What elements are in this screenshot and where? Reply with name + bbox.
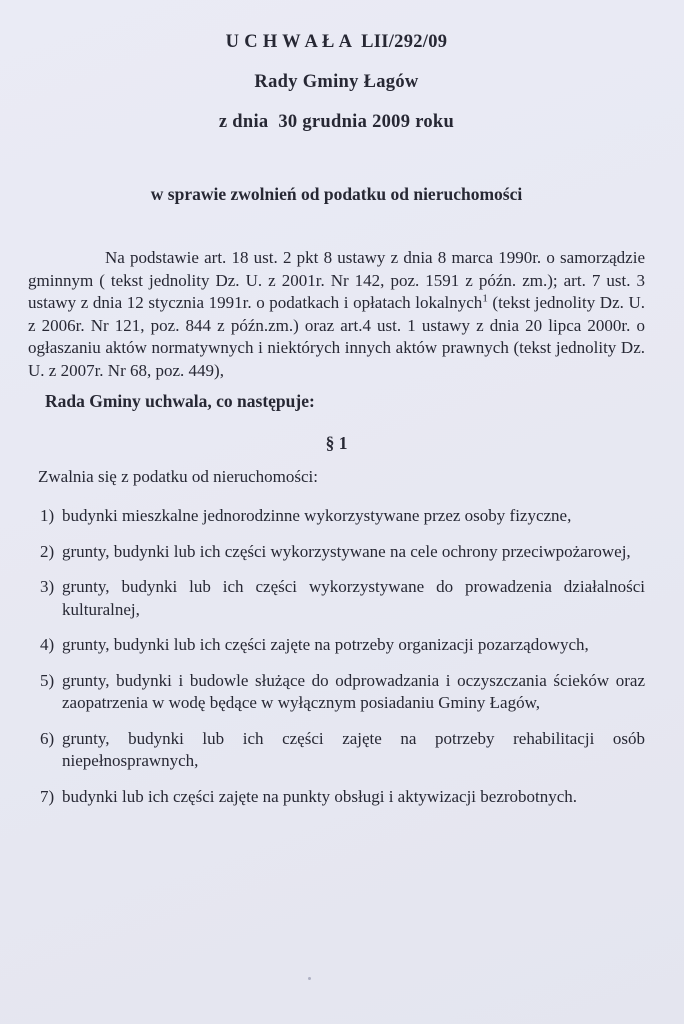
legal-basis-text-2: (tekst jednolity Dz. U. z 2006r. Nr 121, poz. 844 z późn.zm.) oraz art.4 ust. 1 ustawy z dnia 20 lipca 2000r. o ogłaszaniu aktów normatywnych i niektórych innych aktów prawnych (tekst jednolity Dz. U. z 2007r. Nr 68, poz. 449), [28,293,645,380]
item-number: 3) [40,577,55,596]
exemption-list [28,505,645,808]
section-1-heading: § 1 [325,433,348,453]
item-text: grunty, budynki lub ich części zajęte na potrzeby organizacji pozarządowych, [62,635,589,654]
scan-speck [308,977,311,980]
item-number: 5) [40,670,55,690]
item-text: grunty, budynki lub ich części wykorzystywane do prowadzenia działalności kulturalnej, [62,577,645,619]
item-number: 2) [40,541,55,561]
item-text: budynki lub ich części zajęte na punkty obsługi i aktywizacji bezrobotnych. [62,786,578,806]
item-text: grunty, budynki i budowle służące do odprowadzania i oczyszczania ścieków oraz zaopatrzenia w wodę będące w wyłącznym posiadaniu Gminy Łagów, [62,670,645,712]
council-name: Rady Gminy Łagów [254,72,419,92]
list-item [28,505,645,528]
item-number: 4) [40,635,55,654]
item-text: grunty, budynki lub ich części zajęte na potrzeby rehabilitacji osób niepełnosprawnych, [62,728,645,770]
footnote-marker: 1 [482,292,488,305]
exemption-intro: Zwalnia się z podatku od nieruchomości: [38,467,318,486]
list-item [28,670,645,715]
list-item [28,576,645,621]
list-item [28,541,645,564]
resolution-subject: w sprawie zwolnień od podatku od nieruchomości [150,184,523,204]
item-text: grunty, budynki lub ich części wykorzystywane na cele ochrony przeciwpożarowej, [62,541,631,561]
list-item [28,786,645,809]
resolution-date: z dnia 30 grudnia 2009 roku [218,112,455,132]
legal-basis-paragraph [28,247,645,382]
list-item [28,728,645,773]
item-number: 1) [40,506,55,525]
enacting-clause: Rada Gminy uchwala, co następuje: [45,391,315,411]
item-text: budynki mieszkalne jednorodzinne wykorzystywane przez osoby fizyczne, [62,506,572,525]
list-item [28,634,645,657]
item-number: 6) [40,728,55,748]
item-number: 7) [40,786,55,806]
legal-basis-text-1: Na podstawie art. 18 ust. 2 pkt 8 ustawy z dnia 8 marca 1990r. o samorządzie gminnym ( tekst jednolity Dz. U. z 2001r. Nr 142, poz. 1591 z późn. zm.); art. 7 ust. 3 ustawy z dnia 12 stycznia 1991r. o podatkach i opłatach lokalnych [28,248,645,312]
resolution-number: U C H W A Ł A LII/292/09 [225,32,448,52]
